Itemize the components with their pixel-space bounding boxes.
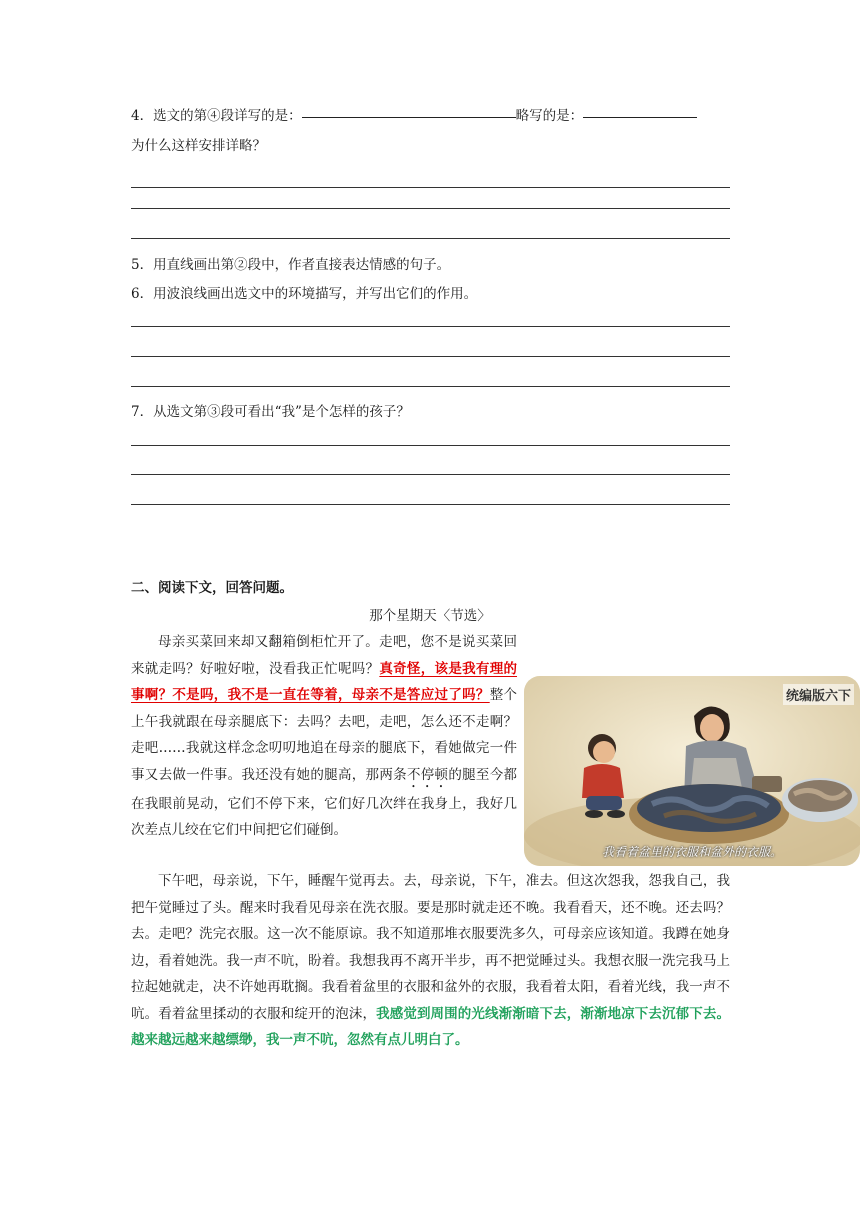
section-heading: 二、阅读下文，回答问题。	[131, 580, 293, 596]
edition-badge: 统编版六下	[783, 684, 854, 705]
question-4-middle: 略写的是：	[515, 108, 584, 124]
answer-line[interactable]	[131, 326, 730, 327]
answer-blank[interactable]	[583, 117, 697, 118]
answer-line[interactable]	[131, 208, 730, 209]
environment-description-sentence: 我感觉到周围的光线渐渐暗下去，渐渐地凉下去沉郁下去。越来越远越来越缥缈，我一声不吭，忽然有点儿明白了。	[131, 1005, 731, 1048]
passage-title: 那个星期天〈节选〉	[369, 608, 491, 624]
answer-blank[interactable]	[302, 117, 516, 118]
passage-paragraph-2	[131, 868, 730, 1054]
passage-paragraph-1	[131, 629, 517, 844]
paragraph-1-text-c: 的腿至今都在我眼前晃动，它们不停下来，它们好几次绊在我身上，我好几次差点儿绞在它们中间把它们碰倒。	[131, 766, 518, 838]
question-7: 7．从选文第③段可看出“我”是个怎样的孩子？	[131, 404, 410, 420]
answer-line[interactable]	[131, 356, 730, 357]
illustration-caption: 我看着盆里的衣服和盆外的衣服。	[601, 845, 782, 859]
paragraph-1-text-b: 整个上午我就跟在母亲腿底下：去吗？去吧，走吧，怎么还不走啊？走吧……我就这样念念叨叨地追在母亲的腿底下，看她做完一件事又去做一件事。我还没有她的腿高，那两条	[131, 687, 517, 783]
answer-line[interactable]	[131, 187, 730, 188]
question-4-line2: 为什么这样安排详略？	[131, 138, 266, 154]
answer-line[interactable]	[131, 386, 730, 387]
answer-line[interactable]	[131, 238, 730, 239]
answer-line[interactable]	[131, 504, 730, 505]
question-4	[131, 104, 697, 124]
question-5: 5．用直线画出第②段中，作者直接表达情感的句子。	[131, 257, 451, 273]
question-4-prefix: 4．选文的第④段详写的是：	[131, 108, 302, 124]
dotted-emphasis-word: 不停顿	[406, 766, 449, 783]
direct-emotion-sentence: 真奇怪，该是我有理的事啊？不是吗，我不是一直在等着，母亲不是答应过了吗？	[131, 660, 518, 703]
paragraph-2-text: 下午吧，母亲说，下午，睡醒午觉再去。去，母亲说，下午，准去。但这次怨我，怨我自己，我把午觉睡过了头。醒来时我看见母亲在洗衣服。要是那时就走还不晚。我看看天，还不晚。还去吗？去。走吧？洗完衣服。这一次不能原谅。我不知道那堆衣服要洗多久，可母亲应该知道。我蹲在她身边，看着她洗。我一声不吭，盼着。我想我再不离开半步，再不把觉睡过头。我想衣服一洗完我马上拉起她就走，决不许她再耽搁。我看着盆里的衣服和盆外的衣服，我看着太阳，看着光线，我一声不吭。看着盆里揉动的衣服和绽开的泡沫，	[131, 873, 730, 1022]
question-6: 6．用波浪线画出选文中的环境描写，并写出它们的作用。	[131, 286, 478, 302]
answer-line[interactable]	[131, 445, 730, 446]
answer-line[interactable]	[131, 474, 730, 475]
paragraph-1-text-a: 母亲买菜回来却又翻箱倒柜忙开了。走吧，您不是说买菜回来就走吗？好啦好啦，没看我正忙呢吗？	[131, 634, 517, 677]
illustration	[524, 676, 860, 866]
